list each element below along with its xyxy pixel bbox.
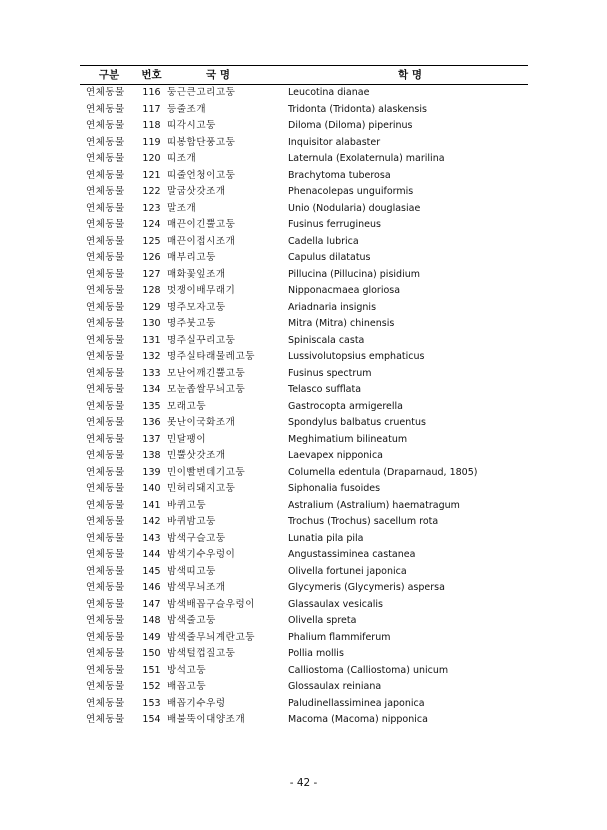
- row-category: 연체동물: [86, 103, 125, 115]
- row-category: 연체동물: [86, 120, 125, 131]
- row-category: 연체동물: [86, 268, 125, 280]
- row-scientific-name: Ariadnaria insignis: [288, 301, 377, 313]
- table-row: [80, 300, 528, 317]
- species-table: [80, 65, 528, 729]
- row-scientific-name: Spiniscala casta: [288, 334, 365, 346]
- row-scientific-name: Glossaulax reiniana: [288, 681, 382, 692]
- row-category: 연체동물: [86, 565, 125, 577]
- row-scientific-name: Columella edentula (Draparnaud, 1805): [288, 466, 478, 478]
- row-category: 연체동물: [86, 202, 125, 214]
- row-scientific-name: Gastrocopta armigerella: [288, 400, 403, 412]
- table-row: [80, 85, 528, 102]
- table-row: [80, 712, 528, 729]
- table-row: [80, 432, 528, 449]
- table-row: [80, 283, 528, 300]
- row-korean-name: 배불뚝이대양조개: [167, 714, 246, 725]
- row-scientific-name: Siphonalia fusoides: [288, 483, 381, 494]
- row-category: 연체동물: [86, 318, 125, 329]
- row-category: 연체동물: [86, 235, 125, 247]
- row-number: 142: [142, 516, 161, 527]
- row-scientific-name: Spondylus balbatus cruentus: [288, 417, 426, 428]
- row-scientific-name: Phenacolepas unguiformis: [288, 186, 414, 197]
- row-korean-name: 밤색배꼽구슬우렁이: [167, 598, 255, 610]
- row-scientific-name: Glycymeris (Glycymeris) aspersa: [288, 582, 445, 593]
- row-korean-name: 방석고둥: [167, 664, 207, 676]
- row-korean-name: 민뿔삿갓조개: [167, 450, 226, 461]
- row-korean-name: 명주실꾸리고둥: [167, 334, 236, 346]
- row-korean-name: 민허리돼지고둥: [167, 483, 236, 494]
- table-row: [80, 151, 528, 168]
- table-row: [80, 250, 528, 267]
- page-number: - 42 -: [289, 777, 318, 789]
- row-category: 연체동물: [86, 697, 125, 709]
- row-category: 연체동물: [86, 499, 125, 511]
- row-korean-name: 밤색구슬고둥: [167, 532, 226, 544]
- row-number: 137: [142, 433, 161, 445]
- row-number: 147: [142, 598, 161, 610]
- table-row: [80, 382, 528, 399]
- row-scientific-name: Pillucina (Pillucina) pisidium: [288, 268, 420, 280]
- row-category: 연체동물: [86, 186, 125, 197]
- row-scientific-name: Laevapex nipponica: [288, 450, 383, 461]
- table-row: [80, 465, 528, 482]
- row-korean-name: 밤색줄무늬계란고둥: [167, 631, 255, 643]
- table-row: [80, 679, 528, 696]
- row-scientific-name: Lussivolutopsius emphaticus: [288, 351, 425, 362]
- row-number: 134: [142, 384, 161, 395]
- row-number: 126: [142, 252, 161, 263]
- row-number: 152: [142, 681, 161, 692]
- row-number: 154: [142, 714, 161, 725]
- row-number: 119: [142, 136, 161, 148]
- row-number: 150: [142, 648, 161, 659]
- table-row: [80, 168, 528, 185]
- row-category: 연체동물: [86, 615, 125, 626]
- row-scientific-name: Diloma (Diloma) piperinus: [288, 120, 413, 131]
- row-scientific-name: Cadella lubrica: [288, 235, 359, 247]
- row-scientific-name: Paludinellassiminea japonica: [288, 697, 425, 709]
- row-korean-name: 못난이국화조개: [167, 417, 236, 428]
- row-korean-name: 밤색털껍질고둥: [167, 648, 236, 659]
- row-scientific-name: Calliostoma (Calliostoma) unicum: [288, 664, 449, 676]
- table-row: [80, 613, 528, 630]
- row-category: 연체동물: [86, 169, 125, 181]
- row-category: 연체동물: [86, 532, 125, 544]
- table-row: [80, 333, 528, 350]
- row-number: 121: [142, 169, 161, 181]
- row-korean-name: 명주붓고둥: [167, 318, 216, 329]
- table-row: [80, 102, 528, 119]
- table-body: [80, 85, 528, 729]
- table-header: [80, 66, 528, 85]
- table-row: [80, 547, 528, 564]
- row-korean-name: 밤색띠고둥: [167, 565, 216, 577]
- row-scientific-name: Trochus (Trochus) sacellum rota: [288, 516, 439, 527]
- table-row: [80, 481, 528, 498]
- row-category: 연체동물: [86, 631, 125, 643]
- row-number: 123: [142, 202, 161, 214]
- row-category: 연체동물: [86, 219, 125, 230]
- row-category: 연체동물: [86, 516, 125, 527]
- row-number: 122: [142, 186, 161, 197]
- row-number: 132: [142, 351, 161, 362]
- row-number: 135: [142, 400, 161, 412]
- row-number: 131: [142, 334, 161, 346]
- row-scientific-name: Phalium flammiferum: [288, 631, 391, 643]
- row-korean-name: 명주실타래물레고둥: [167, 351, 255, 362]
- row-number: 125: [142, 235, 161, 247]
- row-korean-name: 띠줄언청이고둥: [167, 169, 236, 181]
- row-scientific-name: Tridonta (Tridonta) alaskensis: [288, 103, 427, 115]
- row-korean-name: 배꼽고둥: [167, 681, 207, 692]
- row-category: 연체동물: [86, 367, 125, 379]
- table-row: [80, 118, 528, 135]
- row-category: 연체동물: [86, 252, 125, 263]
- row-scientific-name: Brachytoma tuberosa: [288, 169, 391, 181]
- row-category: 연체동물: [86, 450, 125, 461]
- row-korean-name: 명주모자고둥: [167, 301, 226, 313]
- table-row: [80, 201, 528, 218]
- table-row: [80, 349, 528, 366]
- row-number: 146: [142, 582, 161, 593]
- header-number: 번호: [141, 69, 162, 81]
- row-korean-name: 밤색줄고둥: [167, 615, 216, 626]
- row-category: 연체동물: [86, 598, 125, 610]
- row-scientific-name: Pollia mollis: [288, 648, 344, 659]
- table-row: [80, 399, 528, 416]
- table-row: [80, 448, 528, 465]
- row-number: 153: [142, 697, 161, 709]
- header-korean-name: 국 명: [206, 69, 230, 81]
- row-number: 140: [142, 483, 161, 494]
- row-korean-name: 등줄조개: [167, 103, 207, 115]
- header-category: 구분: [98, 69, 120, 81]
- row-category: 연체동물: [86, 351, 125, 362]
- row-category: 연체동물: [86, 714, 125, 725]
- row-category: 연체동물: [86, 483, 125, 494]
- row-number: 149: [142, 631, 161, 643]
- row-scientific-name: Mitra (Mitra) chinensis: [288, 318, 395, 329]
- row-korean-name: 둥근큰고리고둥: [167, 87, 236, 98]
- table-row: [80, 531, 528, 548]
- row-number: 148: [142, 615, 161, 626]
- row-number: 143: [142, 532, 161, 544]
- row-korean-name: 띠조개: [167, 153, 197, 164]
- table-row: [80, 514, 528, 531]
- row-number: 141: [142, 499, 161, 511]
- row-category: 연체동물: [86, 334, 125, 346]
- row-korean-name: 바퀴고둥: [167, 499, 207, 511]
- row-scientific-name: Lunatia pila pila: [288, 532, 364, 544]
- row-korean-name: 밤색기수우렁이: [167, 549, 236, 560]
- row-korean-name: 멋쟁이배무래기: [167, 285, 236, 296]
- row-korean-name: 매화꽃잎조개: [167, 268, 226, 280]
- table-row: [80, 630, 528, 647]
- row-category: 연체동물: [86, 681, 125, 692]
- row-category: 연체동물: [86, 417, 125, 428]
- row-korean-name: 모눈좁쌀무늬고둥: [167, 384, 246, 395]
- row-number: 117: [142, 103, 161, 115]
- row-scientific-name: Olivella spreta: [288, 615, 357, 626]
- table-row: [80, 580, 528, 597]
- row-category: 연체동물: [86, 664, 125, 676]
- row-scientific-name: Laternula (Exolaternula) marilina: [288, 153, 445, 164]
- row-number: 129: [142, 301, 161, 313]
- row-scientific-name: Fusinus spectrum: [288, 367, 372, 379]
- table-row: [80, 135, 528, 152]
- row-scientific-name: Nipponacmaea gloriosa: [288, 285, 401, 296]
- table-row: [80, 184, 528, 201]
- header-scientific-name: 학 명: [398, 69, 422, 81]
- row-number: 138: [142, 450, 161, 461]
- row-category: 연체동물: [86, 153, 125, 164]
- row-category: 연체동물: [86, 433, 125, 445]
- table-row: [80, 663, 528, 680]
- row-number: 124: [142, 219, 161, 230]
- row-scientific-name: Meghimatium bilineatum: [288, 433, 408, 445]
- row-korean-name: 띠봉합단풍고둥: [167, 136, 236, 148]
- table-row: [80, 267, 528, 284]
- row-category: 연체동물: [86, 400, 125, 412]
- row-korean-name: 모래고둥: [167, 400, 207, 412]
- row-scientific-name: Macoma (Macoma) nipponica: [288, 714, 428, 725]
- row-korean-name: 말조개: [167, 202, 197, 214]
- row-number: 151: [142, 664, 161, 676]
- row-scientific-name: Telasco sufflata: [288, 384, 362, 395]
- table-row: [80, 696, 528, 713]
- row-category: 연체동물: [86, 549, 125, 560]
- row-korean-name: 매부리고둥: [167, 252, 216, 263]
- table-row: [80, 316, 528, 333]
- table-row: [80, 234, 528, 251]
- row-category: 연체동물: [86, 648, 125, 659]
- row-scientific-name: Capulus dilatatus: [288, 252, 371, 263]
- row-korean-name: 모난어깨긴뿔고둥: [167, 367, 246, 379]
- row-scientific-name: Olivella fortunei japonica: [288, 565, 407, 577]
- row-number: 136: [142, 417, 161, 428]
- table-row: [80, 366, 528, 383]
- row-category: 연체동물: [86, 87, 125, 98]
- row-scientific-name: Fusinus ferrugineus: [288, 219, 381, 230]
- row-number: 120: [142, 153, 161, 164]
- table-row: [80, 217, 528, 234]
- row-number: 118: [142, 120, 161, 131]
- row-korean-name: 민달팽이: [167, 433, 207, 445]
- row-scientific-name: Unio (Nodularia) douglasiae: [288, 202, 421, 214]
- table-row: [80, 564, 528, 581]
- row-scientific-name: Leucotina dianae: [288, 87, 370, 98]
- row-number: 144: [142, 549, 161, 560]
- row-category: 연체동물: [86, 136, 125, 148]
- row-number: 127: [142, 268, 161, 280]
- row-korean-name: 민이빨번데기고둥: [167, 466, 246, 478]
- row-korean-name: 밤색무늬조개: [167, 582, 226, 593]
- row-scientific-name: Glassaulax vesicalis: [288, 598, 383, 610]
- row-number: 133: [142, 367, 161, 379]
- row-category: 연체동물: [86, 301, 125, 313]
- row-korean-name: 배꼽기수우렁: [167, 697, 226, 709]
- row-korean-name: 바퀴밤고둥: [167, 516, 216, 527]
- row-scientific-name: Angustassiminea castanea: [288, 549, 416, 560]
- row-korean-name: 말굽삿갓조개: [167, 186, 226, 197]
- row-korean-name: 띠각시고둥: [167, 120, 216, 131]
- row-category: 연체동물: [86, 285, 125, 296]
- row-number: 130: [142, 318, 161, 329]
- table-row: [80, 498, 528, 515]
- row-number: 139: [142, 466, 161, 478]
- row-scientific-name: Astralium (Astralium) haematragum: [288, 499, 460, 511]
- row-category: 연체동물: [86, 384, 125, 395]
- table-row: [80, 597, 528, 614]
- row-number: 145: [142, 565, 161, 577]
- row-category: 연체동물: [86, 466, 125, 478]
- row-scientific-name: Inquisitor alabaster: [288, 136, 381, 148]
- row-number: 116: [142, 87, 161, 98]
- table-row: [80, 646, 528, 663]
- row-number: 128: [142, 285, 161, 296]
- table-row: [80, 415, 528, 432]
- row-korean-name: 매끈이접시조개: [167, 235, 236, 247]
- row-category: 연체동물: [86, 582, 125, 593]
- row-korean-name: 매끈이긴뿔고둥: [167, 219, 236, 230]
